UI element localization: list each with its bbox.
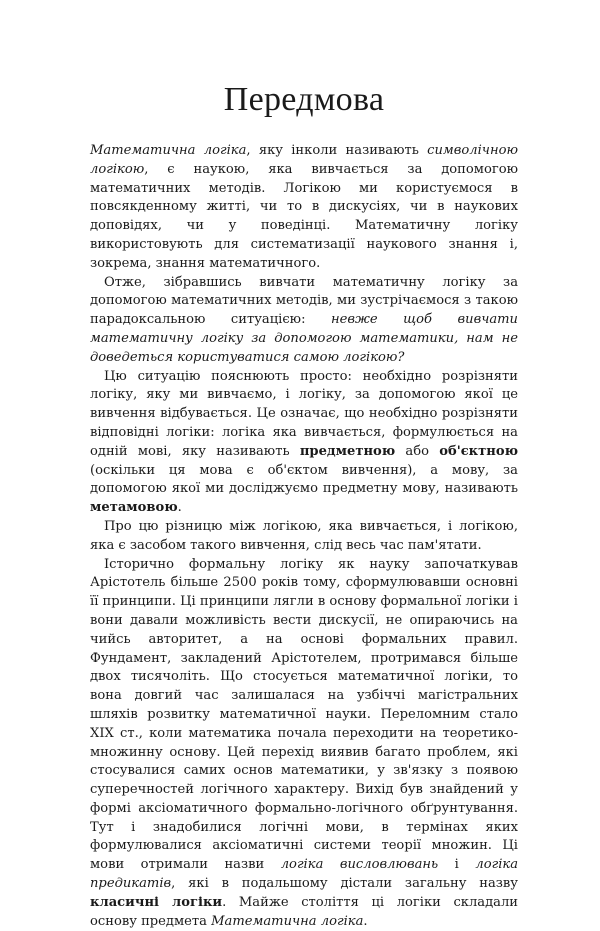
text-run: Історично формальну логіку як науку започаткував Арістотель більше 2500 років тому, сформулювавши основні її принципи. Ці принципи лягли в основу формальної логіки і вони давали можливість вести дискусії, не опираючись на чийсь авторитет, а на основі формальних правил. Фундамент, закладений Арістотелем, протримався більше двох тисячоліть. Що стосується математичної логіки, то вона довгий час залишалася на узбіччі магістральних шляхів розвитку математичної науки. Переломним стало XIX ст., коли математика почала переходити на теоретико-множинну основу. Цей перехід виявив багато проблем, які стосувалися самих основ математики, у зв'язку з появою суперечностей логічного характеру. Вихід був знайдений у формі аксіоматичного формально-логічного обґрунтування. Тут і знадобилися логічні мови, в термінах яких формулювалися аксіоматичні системи теорії множин. Ці мови отримали назви bbox=[90, 556, 518, 873]
text-run: . bbox=[177, 500, 182, 516]
text-run: Отже, зібравшись вивчати математичну логіку за допомогою математичних методів, ми зустрічаємося з такою парадоксальною ситуацією: bbox=[90, 274, 518, 328]
italic-term: невже щоб вивчати математичну логіку за допомогою математики, нам не доведеться користуватися самою логікою? bbox=[90, 312, 518, 365]
text-run: . Майже століття ці логіки складали основу предмета bbox=[90, 894, 519, 929]
italic-term: символічною логікою bbox=[90, 143, 518, 177]
italic-term: логіка висловлювань bbox=[280, 857, 439, 873]
paragraph bbox=[90, 518, 518, 556]
paragraph bbox=[90, 368, 518, 518]
text-run: . bbox=[363, 913, 368, 929]
bold-term: предметною bbox=[299, 443, 396, 459]
italic-term: Математична логіка bbox=[90, 143, 247, 158]
text-run: , які в подальшому дістали загальну назву bbox=[171, 876, 518, 892]
italic-term: Математична логіка bbox=[211, 913, 364, 929]
paragraph bbox=[90, 142, 518, 274]
document-page bbox=[90, 0, 518, 931]
body-text bbox=[90, 142, 518, 931]
text-run: Цю ситуацію пояснюють просто: необхідно розрізняти логіку, яку ми вивчаємо, і логіку, за допомогою якої це вивчення відбувається. Це означає, що необхідно розрізняти відповідні логіки: логіка яка вивчається, формулюється на одній мові, яку називають bbox=[90, 368, 518, 459]
text-run: , яку інколи називають bbox=[246, 143, 428, 158]
text-run: або bbox=[395, 443, 440, 459]
text-run: Про цю різницю між логікою, яка вивчається, і логікою, яка є засобом такого вивчення, слід весь час пам'ятати. bbox=[90, 518, 518, 553]
bold-term: об'єктною bbox=[439, 443, 518, 459]
page-title: Передмова bbox=[223, 81, 385, 118]
paragraph bbox=[90, 274, 518, 368]
text-run: , є наукою, яка вивчається за допомогою математичних методів. Логікою ми користуємося в повсякденному житті, чи то в дискусіях, чи в наукових доповідях, чи у поведінці. Математичну логіку використовують для систематизації наукового знання і, зокрема, знання математичного. bbox=[90, 161, 518, 271]
text-run: (оскільки ця мова є об'єктом вивчення), а мову, за допомогою якої ми досліджуємо предметну мову, називають bbox=[90, 462, 518, 497]
italic-term: логіка предикатів bbox=[90, 857, 519, 892]
bold-term: метамовою bbox=[90, 500, 178, 516]
text-run: і bbox=[438, 857, 476, 873]
paragraph bbox=[90, 556, 518, 931]
bold-term: класичні логіки bbox=[90, 894, 223, 910]
